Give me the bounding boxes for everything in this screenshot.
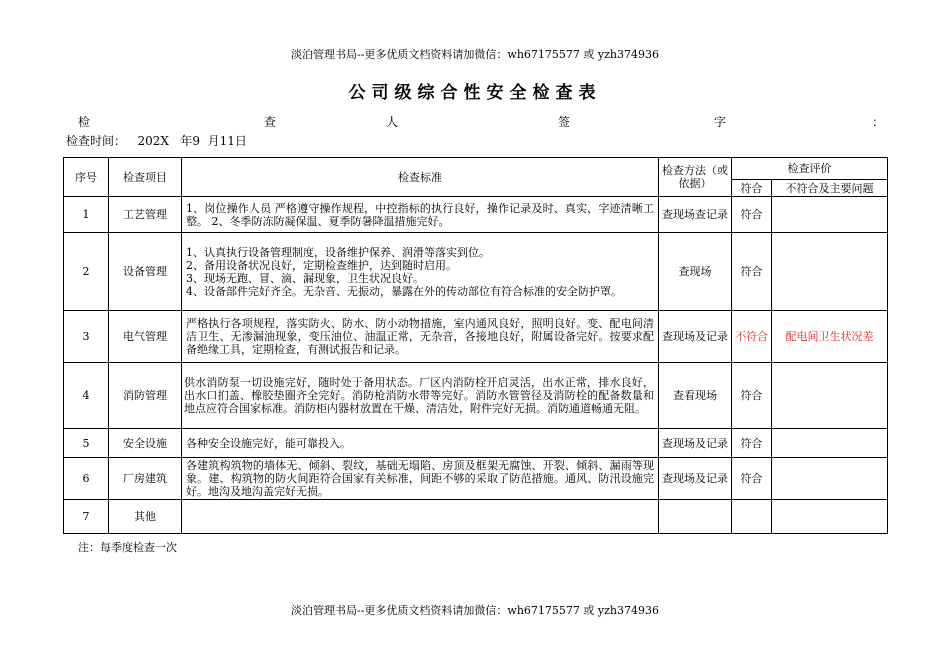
row-standard: 各种安全设施完好，能可靠投入。 xyxy=(182,429,659,458)
row-result: 符合 xyxy=(732,197,772,233)
row-issue xyxy=(772,458,888,500)
row-no: 6 xyxy=(64,458,109,500)
table-row xyxy=(64,311,888,363)
inspection-table xyxy=(63,157,888,534)
inspector-label-char: ： xyxy=(872,115,885,129)
inspection-date: 检查时间： 202X 年9 月11日 xyxy=(66,134,247,148)
row-no: 1 xyxy=(64,197,109,233)
table-row xyxy=(64,233,888,311)
row-item: 安全设施 xyxy=(109,429,182,458)
row-result: 符合 xyxy=(732,458,772,500)
row-issue xyxy=(772,233,888,311)
inspector-label-char: 字 xyxy=(714,115,727,129)
inspector-label-char: 签 xyxy=(558,115,571,129)
row-item: 厂房建筑 xyxy=(109,458,182,500)
header-evaluation: 检查评价 xyxy=(732,158,888,180)
header-standard: 检查标准 xyxy=(182,158,659,197)
row-standard xyxy=(182,500,659,534)
header-pass: 符合 xyxy=(732,180,772,197)
row-issue: 配电间卫生状况差 xyxy=(772,311,888,363)
document-title: 公司级综合性安全检查表 xyxy=(348,83,602,103)
row-no: 3 xyxy=(64,311,109,363)
table-row xyxy=(64,197,888,233)
row-issue xyxy=(772,363,888,429)
row-result: 符合 xyxy=(732,363,772,429)
row-no: 5 xyxy=(64,429,109,458)
table-row xyxy=(64,429,888,458)
table-header-row xyxy=(64,158,888,180)
row-item: 设备管理 xyxy=(109,233,182,311)
header-watermark-text: 淡泊管理书局--更多优质文档资料请加微信：wh67175577 或 yzh374936 xyxy=(291,48,659,61)
row-standard: 供水消防泵一切设施完好，随时处于备用状态。厂区内消防栓开启灵活，出水正常，排水良好，出水口扪盖、橡胶垫圈齐全完好。消防枪消防水带等完好。消防水管管径及消防栓的配备数量和地点应符合国家标准。消防柜内器材放置在干燥、清洁处，附件完好无损。消防通道畅通无阻。 xyxy=(182,363,659,429)
row-item: 工艺管理 xyxy=(109,197,182,233)
row-item: 其他 xyxy=(109,500,182,534)
row-result: 符合 xyxy=(732,429,772,458)
header-method: 检查方法（或依据） xyxy=(659,158,732,197)
table-row xyxy=(64,363,888,429)
row-no: 2 xyxy=(64,233,109,311)
row-method: 查现场查记录 xyxy=(659,197,732,233)
row-no: 4 xyxy=(64,363,109,429)
row-method: 查现场及记录 xyxy=(659,429,732,458)
table-row xyxy=(64,500,888,534)
row-method: 查现场 xyxy=(659,233,732,311)
inspector-label-char: 检 xyxy=(78,115,91,129)
inspector-label-char: 查 xyxy=(264,115,277,129)
row-standard: 各建筑构筑物的墙体无、倾斜、裂纹，基础无塌陷、房顶及框架无腐蚀、开裂、倾斜、漏雨等现象。建、构筑物的防火间距符合国家有关标准，间距不够的采取了防范措施。通风、防汛设施完好。地沟及地沟盖完好无损。 xyxy=(182,458,659,500)
header-issues: 不符合及主要问题 xyxy=(772,180,888,197)
row-result: 不符合 xyxy=(732,311,772,363)
row-result xyxy=(732,500,772,534)
row-item: 消防管理 xyxy=(109,363,182,429)
row-standard: 1、岗位操作人员 严格遵守操作规程，中控指标的执行良好，操作记录及时、真实，字迹清晰工整。 2、冬季防冻防凝保温、夏季防暑降温措施完好。 xyxy=(182,197,659,233)
row-item: 电气管理 xyxy=(109,311,182,363)
header-no: 序号 xyxy=(64,158,109,197)
row-standard: 严格执行各项规程，落实防火、防水、防小动物措施，室内通风良好，照明良好。变、配电间清洁卫生、无渗漏油现象，变压油位、油温正常，无杂音，各接地良好，附属设备完好。按要求配备绝缘工具，定期检查，有测试报告和记录。 xyxy=(182,311,659,363)
row-standard: 1、认真执行设备管理制度，设备维护保养、润滑等落实到位。 2、备用设备状况良好，定期检查维护，达到随时启用。 3、现场无跑、冒、滴、漏现象，卫生状况良好。 4、设备部件完好齐全。无杂音、无振动，暴露在外的传动部位有符合标准的安全防护罩。 xyxy=(182,233,659,311)
row-result: 符合 xyxy=(732,233,772,311)
row-issue xyxy=(772,429,888,458)
row-method xyxy=(659,500,732,534)
row-no: 7 xyxy=(64,500,109,534)
row-method: 查现场及记录 xyxy=(659,458,732,500)
inspector-signature-line xyxy=(78,113,885,129)
table-row xyxy=(64,458,888,500)
inspector-label-char: 人 xyxy=(386,115,399,129)
row-issue xyxy=(772,500,888,534)
footer-watermark-text: 淡泊管理书局--更多优质文档资料请加微信：wh67175577 或 yzh374936 xyxy=(291,604,659,617)
header-item: 检查项目 xyxy=(109,158,182,197)
row-method: 查看现场 xyxy=(659,363,732,429)
row-issue xyxy=(772,197,888,233)
row-method: 查现场及记录 xyxy=(659,311,732,363)
footnote: 注：每季度检查一次 xyxy=(78,541,177,554)
